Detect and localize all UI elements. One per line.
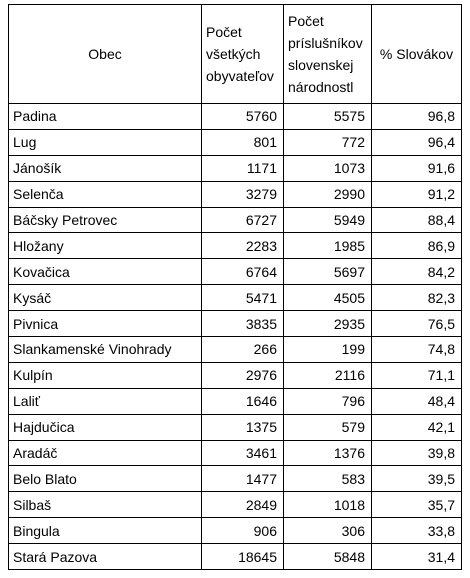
cell-total-population: 1646 <box>202 388 284 414</box>
cell-total-population: 3279 <box>202 181 284 207</box>
cell-percent-slovak: 35,7 <box>372 492 462 518</box>
cell-slovak-population: 5575 <box>284 104 372 130</box>
population-table <box>8 4 462 570</box>
header-obec <box>9 5 202 104</box>
header-total-line: Počet <box>206 24 242 40</box>
cell-total-population: 3461 <box>202 440 284 466</box>
cell-obec: Báčsky Petrovec <box>9 207 202 233</box>
cell-slovak-population: 1985 <box>284 233 372 259</box>
cell-slovak-population: 4505 <box>284 285 372 311</box>
header-total-line: obyvateľov <box>206 68 274 84</box>
cell-slovak-population: 796 <box>284 388 372 414</box>
header-total-line: všetkých <box>206 46 261 62</box>
cell-obec: Selenča <box>9 181 202 207</box>
cell-percent-slovak: 39,5 <box>372 466 462 492</box>
cell-obec: Slankamenské Vinohrady <box>9 337 202 363</box>
cell-percent-slovak: 42,1 <box>372 414 462 440</box>
cell-obec: Silbaš <box>9 492 202 518</box>
cell-slovak-population: 2116 <box>284 362 372 388</box>
cell-total-population: 906 <box>202 518 284 544</box>
cell-percent-slovak: 96,4 <box>372 129 462 155</box>
table-row <box>9 492 462 518</box>
header-total-population <box>202 5 284 104</box>
table-row <box>9 466 462 492</box>
cell-obec: Kysáč <box>9 285 202 311</box>
table-row <box>9 544 462 570</box>
cell-slovak-population: 2990 <box>284 181 372 207</box>
table-row <box>9 259 462 285</box>
cell-slovak-population: 1073 <box>284 155 372 181</box>
table-row <box>9 518 462 544</box>
cell-obec: Hajdučica <box>9 414 202 440</box>
cell-total-population: 1375 <box>202 414 284 440</box>
header-row <box>9 5 462 104</box>
header-percent-label: % Slovákov <box>379 46 454 62</box>
cell-percent-slovak: 82,3 <box>372 285 462 311</box>
cell-slovak-population: 5949 <box>284 207 372 233</box>
cell-slovak-population: 5697 <box>284 259 372 285</box>
cell-total-population: 6727 <box>202 207 284 233</box>
table-body <box>9 104 462 570</box>
cell-percent-slovak: 33,8 <box>372 518 462 544</box>
table-row <box>9 337 462 363</box>
cell-slovak-population: 1376 <box>284 440 372 466</box>
cell-slovak-population: 199 <box>284 337 372 363</box>
cell-slovak-population: 579 <box>284 414 372 440</box>
cell-total-population: 2849 <box>202 492 284 518</box>
cell-obec: Hložany <box>9 233 202 259</box>
table-row <box>9 388 462 414</box>
table-row <box>9 181 462 207</box>
table-row <box>9 440 462 466</box>
cell-total-population: 2283 <box>202 233 284 259</box>
cell-percent-slovak: 48,4 <box>372 388 462 414</box>
cell-obec: Padina <box>9 104 202 130</box>
cell-percent-slovak: 31,4 <box>372 544 462 570</box>
cell-percent-slovak: 88,4 <box>372 207 462 233</box>
cell-obec: Aradáč <box>9 440 202 466</box>
cell-total-population: 5760 <box>202 104 284 130</box>
header-slovak-line: Počet <box>288 13 324 29</box>
cell-percent-slovak: 91,2 <box>372 181 462 207</box>
cell-slovak-population: 1018 <box>284 492 372 518</box>
cell-slovak-population: 772 <box>284 129 372 155</box>
table-row <box>9 362 462 388</box>
cell-percent-slovak: 74,8 <box>372 337 462 363</box>
table-row <box>9 414 462 440</box>
table-row <box>9 155 462 181</box>
cell-slovak-population: 2935 <box>284 311 372 337</box>
cell-obec: Kulpín <box>9 362 202 388</box>
cell-percent-slovak: 91,6 <box>372 155 462 181</box>
cell-total-population: 801 <box>202 129 284 155</box>
cell-percent-slovak: 84,2 <box>372 259 462 285</box>
cell-percent-slovak: 86,9 <box>372 233 462 259</box>
table-row <box>9 207 462 233</box>
cell-total-population: 5471 <box>202 285 284 311</box>
cell-obec: Pivnica <box>9 311 202 337</box>
cell-percent-slovak: 71,1 <box>372 362 462 388</box>
cell-slovak-population: 306 <box>284 518 372 544</box>
table-row <box>9 104 462 130</box>
header-obec-label: Obec <box>88 46 122 62</box>
header-percent-slovak <box>372 5 462 104</box>
cell-total-population: 266 <box>202 337 284 363</box>
cell-percent-slovak: 39,8 <box>372 440 462 466</box>
table-row <box>9 129 462 155</box>
cell-total-population: 2976 <box>202 362 284 388</box>
table-row <box>9 285 462 311</box>
cell-percent-slovak: 76,5 <box>372 311 462 337</box>
header-slovak-line: národnostl <box>288 79 354 95</box>
cell-obec: Stará Pazova <box>9 544 202 570</box>
cell-total-population: 18645 <box>202 544 284 570</box>
header-slovak-population <box>284 5 372 104</box>
table-header <box>9 5 462 104</box>
cell-obec: Bingula <box>9 518 202 544</box>
header-slovak-line: príslušníkov <box>288 35 363 51</box>
cell-percent-slovak: 96,8 <box>372 104 462 130</box>
cell-obec: Jánošík <box>9 155 202 181</box>
table-row <box>9 233 462 259</box>
cell-total-population: 3835 <box>202 311 284 337</box>
cell-total-population: 6764 <box>202 259 284 285</box>
header-slovak-line: slovenskej <box>288 57 354 73</box>
cell-obec: Lug <box>9 129 202 155</box>
cell-total-population: 1477 <box>202 466 284 492</box>
cell-obec: Kovačica <box>9 259 202 285</box>
cell-slovak-population: 5848 <box>284 544 372 570</box>
cell-total-population: 1171 <box>202 155 284 181</box>
cell-slovak-population: 583 <box>284 466 372 492</box>
cell-obec: Laliť <box>9 388 202 414</box>
cell-obec: Belo Blato <box>9 466 202 492</box>
table-row <box>9 311 462 337</box>
